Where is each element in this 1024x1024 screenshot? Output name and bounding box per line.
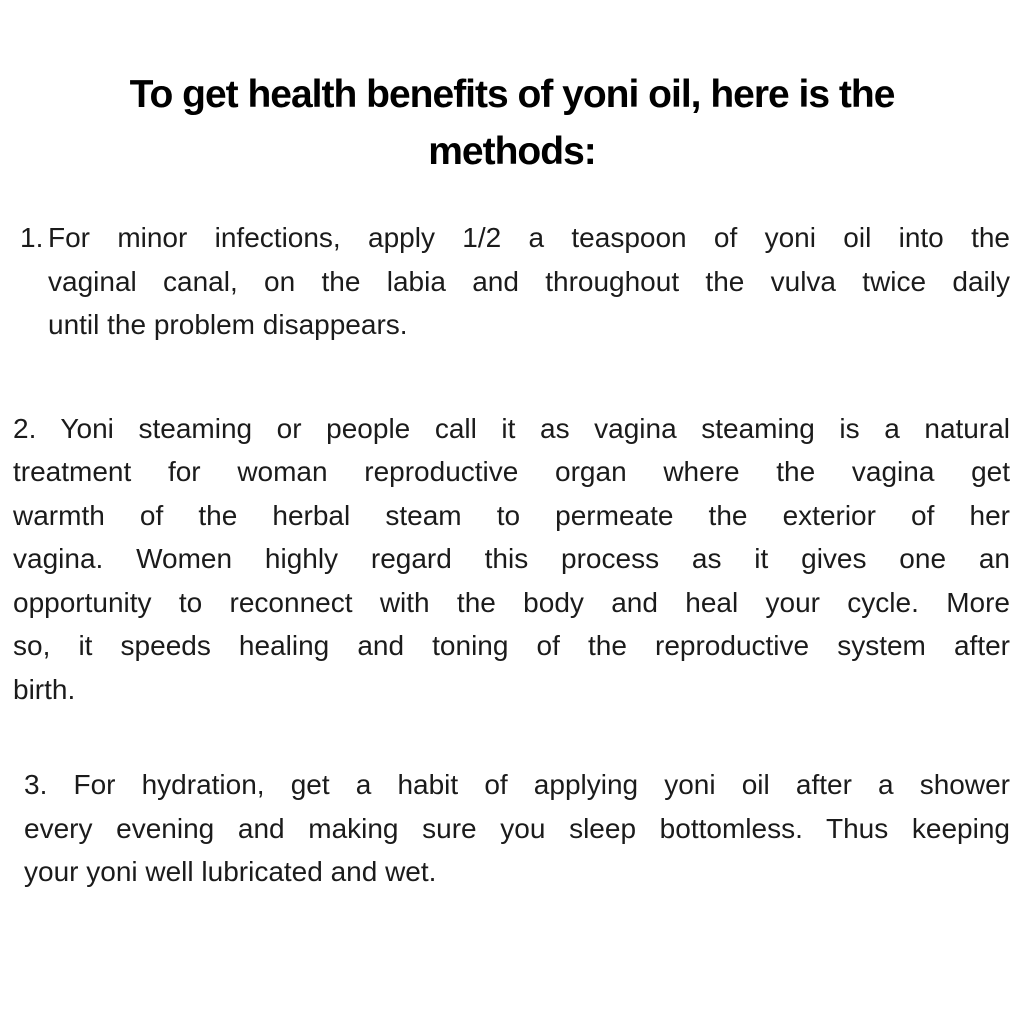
text-line: warmth of the herbal steam to permeate the exterior of her bbox=[13, 499, 1010, 531]
text-line: For minor infections, apply 1/2 a teaspoon of yoni oil into the bbox=[48, 222, 1010, 253]
list-item-1 bbox=[20, 216, 1010, 347]
text-line: so, it speeds healing and toning of the reproductive system after bbox=[13, 630, 1010, 661]
text-line: vagina. Women highly regard this process as it gives one an bbox=[13, 543, 1010, 574]
text-line: 2. Yoni steaming or people call it as vagina steaming is a natural bbox=[13, 412, 1010, 444]
text-line: opportunity to reconnect with the body and heal your cycle. More bbox=[13, 586, 1010, 618]
text-line: vaginal canal, on the labia and throughout the vulva twice daily bbox=[48, 265, 1010, 297]
list-item-1-number: 1. bbox=[20, 222, 44, 253]
text-line: birth. bbox=[13, 673, 76, 705]
page-title-line-2: methods: bbox=[428, 130, 596, 173]
text-line: until the problem disappears. bbox=[48, 309, 408, 340]
text-line: your yoni well lubricated and wet. bbox=[24, 856, 437, 887]
text-line: every evening and making sure you sleep bottomless. Thus keeping bbox=[24, 812, 1010, 844]
paragraph-3 bbox=[24, 763, 1010, 894]
page-title bbox=[0, 0, 1024, 180]
text-line: 3. For hydration, get a habit of applying yoni oil after a shower bbox=[24, 769, 1010, 800]
page-title-line-1: To get health benefits of yoni oil, here is the bbox=[129, 73, 895, 116]
text-line: treatment for woman reproductive organ where the vagina get bbox=[13, 456, 1010, 487]
list-item-1-text bbox=[48, 216, 1010, 347]
paragraph-2 bbox=[13, 407, 1010, 712]
